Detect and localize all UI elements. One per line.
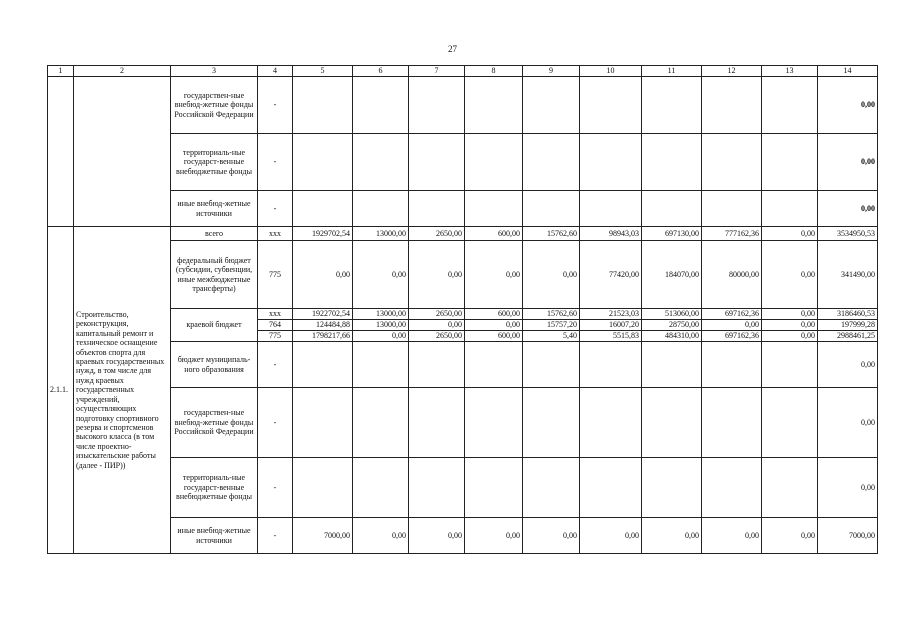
budget-code: - [258,458,293,518]
value-cell: 0,00 [293,241,353,309]
total-value: 0,00 [818,77,878,134]
column-number: 1 [48,66,74,77]
column-number: 11 [642,66,702,77]
budget-code: xxx [258,227,293,241]
value-cell: 697162,36 [702,309,762,320]
value-cell: 15762,60 [523,309,580,320]
value-cell: 0,00 [353,331,409,342]
budget-code: - [258,191,293,227]
column-number: 14 [818,66,878,77]
total-value: 3186460,53 [818,309,878,320]
value-cell: 0,00 [702,518,762,554]
funding-source: бюджет муниципаль-ного образования [171,342,258,388]
value-cell: 0,00 [409,518,465,554]
value-cell: 184070,00 [642,241,702,309]
value-cell: 600,00 [465,309,523,320]
total-value: 0,00 [818,388,878,458]
value-cell: 0,00 [465,241,523,309]
table-row [48,191,878,227]
value-cell: 0,00 [465,320,523,331]
value-cell: 98943,03 [580,227,642,241]
item-number-cell [48,77,74,227]
table-row [48,77,878,134]
value-cell: 1798217,66 [293,331,353,342]
table-row [48,241,878,309]
table-row [48,134,878,191]
budget-code: - [258,518,293,554]
column-number-row [48,66,878,77]
budget-code: - [258,342,293,388]
value-cell: 16007,20 [580,320,642,331]
table-row [48,458,878,518]
value-cell: 484310,00 [642,331,702,342]
value-cell: 0,00 [762,309,818,320]
value-cell: 0,00 [523,518,580,554]
column-number: 7 [409,66,465,77]
table-row [48,518,878,554]
column-number: 9 [523,66,580,77]
funding-source: государствен-ные внебюд-жетные фонды Российской Федерации [171,388,258,458]
value-cell: 0,00 [762,241,818,309]
item-name: Строительство, реконструкция, капитальный ремонт и техническое оснащение объектов спорта для краевых государственных нужд, в том числе для нужд краевых государственных учреждений, осуществляющих подготовку спортивного резерва и спортсменов высокого класса (в том числе проектно-изыскательские работы (далее - ПИР)) [74,227,171,554]
column-number: 8 [465,66,523,77]
value-cell: 2650,00 [409,227,465,241]
value-cell: 15757,20 [523,320,580,331]
value-cell: 0,00 [409,320,465,331]
table-row [48,227,878,241]
value-cell: 5,40 [523,331,580,342]
budget-code: - [258,388,293,458]
table-row [48,388,878,458]
funding-source: иные внебюд-жетные источники [171,518,258,554]
value-cell: 13000,00 [353,320,409,331]
value-cell: 0,00 [642,518,702,554]
value-cell: 0,00 [523,241,580,309]
value-cell: 0,00 [762,331,818,342]
value-cell: 1929702,54 [293,227,353,241]
value-cell: 0,00 [353,518,409,554]
value-cell: 777162,36 [702,227,762,241]
value-cell: 0,00 [409,241,465,309]
total-value: 0,00 [818,458,878,518]
funding-source: территориаль-ные государст-венные внебюджетные фонды [171,134,258,191]
column-number: 13 [762,66,818,77]
column-number: 10 [580,66,642,77]
value-cell: 0,00 [353,241,409,309]
page-number: 27 [448,44,457,54]
budget-code: - [258,77,293,134]
value-cell: 2650,00 [409,331,465,342]
column-number: 3 [171,66,258,77]
value-cell: 0,00 [580,518,642,554]
budget-table [47,65,878,554]
total-value: 3534950,53 [818,227,878,241]
value-cell: 77420,00 [580,241,642,309]
column-number: 4 [258,66,293,77]
value-cell: 1922702,54 [293,309,353,320]
value-cell: 7000,00 [293,518,353,554]
value-cell: 28750,00 [642,320,702,331]
budget-code: 775 [258,241,293,309]
column-number: 2 [74,66,171,77]
column-number: 6 [353,66,409,77]
value-cell: 0,00 [702,320,762,331]
item-name-cell [74,77,171,227]
value-cell: 124484,88 [293,320,353,331]
total-value: 2988461,25 [818,331,878,342]
value-cell: 2650,00 [409,309,465,320]
budget-code: 764 [258,320,293,331]
value-cell: 13000,00 [353,309,409,320]
value-cell: 5515,83 [580,331,642,342]
value-cell: 0,00 [762,320,818,331]
budget-code: 775 [258,331,293,342]
total-value: 341490,00 [818,241,878,309]
budget-code: - [258,134,293,191]
total-value: 0,00 [818,191,878,227]
funding-source: территориаль-ные государст-венные внебюджетные фонды [171,458,258,518]
value-cell: 513060,00 [642,309,702,320]
funding-source: краевой бюджет [171,309,258,342]
funding-source: всего [171,227,258,241]
value-cell: 21523,03 [580,309,642,320]
total-value: 197999,28 [818,320,878,331]
column-number: 5 [293,66,353,77]
total-value: 0,00 [818,134,878,191]
value-cell: 80000,00 [702,241,762,309]
value-cell: 697162,36 [702,331,762,342]
value-cell: 0,00 [465,518,523,554]
value-cell: 600,00 [465,331,523,342]
total-value: 7000,00 [818,518,878,554]
value-cell: 13000,00 [353,227,409,241]
funding-source: государствен-ные внебюд-жетные фонды Российской Федерации [171,77,258,134]
funding-source: иные внебюд-жетные источники [171,191,258,227]
value-cell: 600,00 [465,227,523,241]
column-number: 12 [702,66,762,77]
value-cell: 697130,00 [642,227,702,241]
value-cell: 0,00 [762,227,818,241]
funding-source: федеральный бюджет (субсидии, субвенции, иные межбюджетные трансферты) [171,241,258,309]
budget-code: xxx [258,309,293,320]
value-cell: 15762,60 [523,227,580,241]
table-row [48,342,878,388]
value-cell: 0,00 [762,518,818,554]
total-value: 0,00 [818,342,878,388]
item-number: 2.1.1. [48,227,74,554]
table-row [48,309,878,320]
